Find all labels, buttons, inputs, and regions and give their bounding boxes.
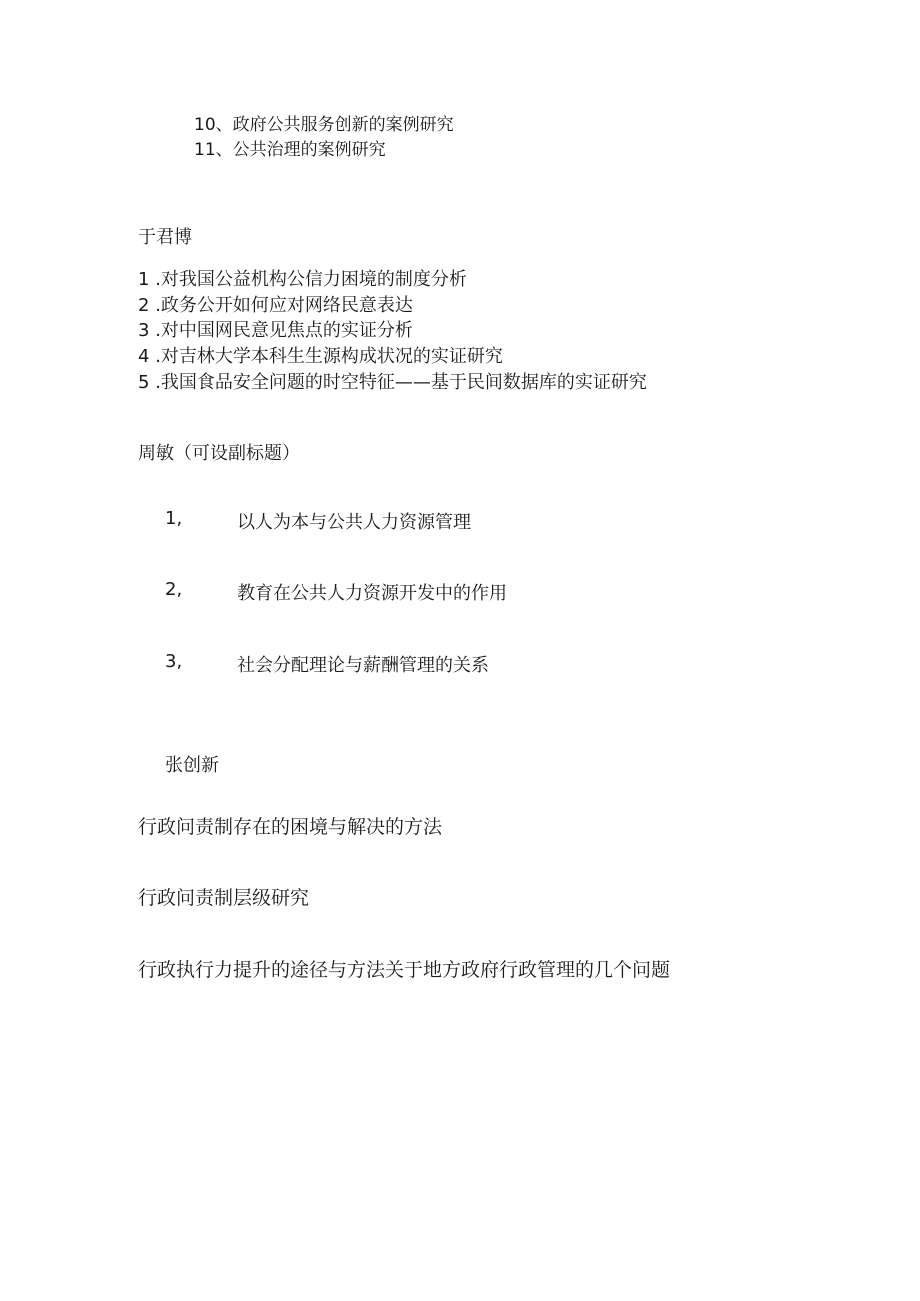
list-item-number: 5 [138, 372, 150, 393]
list-item: 行政问责制存在的困境与解决的方法 [138, 816, 443, 838]
list-item-text: 教育在公共人力资源开发中的作用 [237, 583, 507, 604]
list-item-number: 1 [138, 269, 150, 290]
list-item [138, 374, 647, 392]
list-item-text: .对中国网民意见焦点的实证分析 [155, 320, 413, 341]
list-item: 行政执行力提升的途径与方法关于地方政府行政管理的几个问题 [138, 959, 671, 981]
list-item-number: 3, [165, 651, 183, 672]
list-item-text: 以人为本与公共人力资源管理 [237, 512, 471, 533]
list-item-text: 政府公共服务创新的案例研究 [232, 115, 454, 135]
section-author-zhou: 周敏（可设副标题） [138, 443, 300, 464]
list-item [138, 271, 467, 289]
list-item-separator: 、 [215, 115, 233, 135]
list-item-text: .政务公开如何应对网络民意表达 [155, 295, 413, 316]
list-item [138, 348, 503, 366]
list-item [194, 117, 454, 134]
list-item-separator: 、 [215, 140, 233, 160]
list-item: 行政问责制层级研究 [138, 887, 310, 909]
list-item-text: 社会分配理论与薪酬管理的关系 [237, 655, 489, 676]
section-author-yu: 于君博 [138, 227, 192, 248]
list-item-number: 3 [138, 320, 150, 341]
list-item [194, 142, 386, 159]
list-item-text: 公共治理的案例研究 [232, 140, 386, 160]
list-item-text: .对我国公益机构公信力困境的制度分析 [155, 269, 467, 290]
list-item-number: 1, [165, 508, 183, 529]
list-item-number: 4 [138, 346, 150, 367]
section-author-zhang: 张创新 [165, 755, 219, 776]
list-item-number: 2, [165, 579, 183, 600]
list-item-text: .对吉林大学本科生生源构成状况的实证研究 [155, 346, 503, 367]
list-item [138, 322, 413, 340]
list-item-text: .我国食品安全问题的时空特征——基于民间数据库的实证研究 [155, 372, 647, 393]
list-item [138, 297, 413, 315]
list-item-number: 2 [138, 295, 150, 316]
list-item-number: 11 [194, 140, 216, 160]
list-item-number: 10 [194, 115, 216, 135]
